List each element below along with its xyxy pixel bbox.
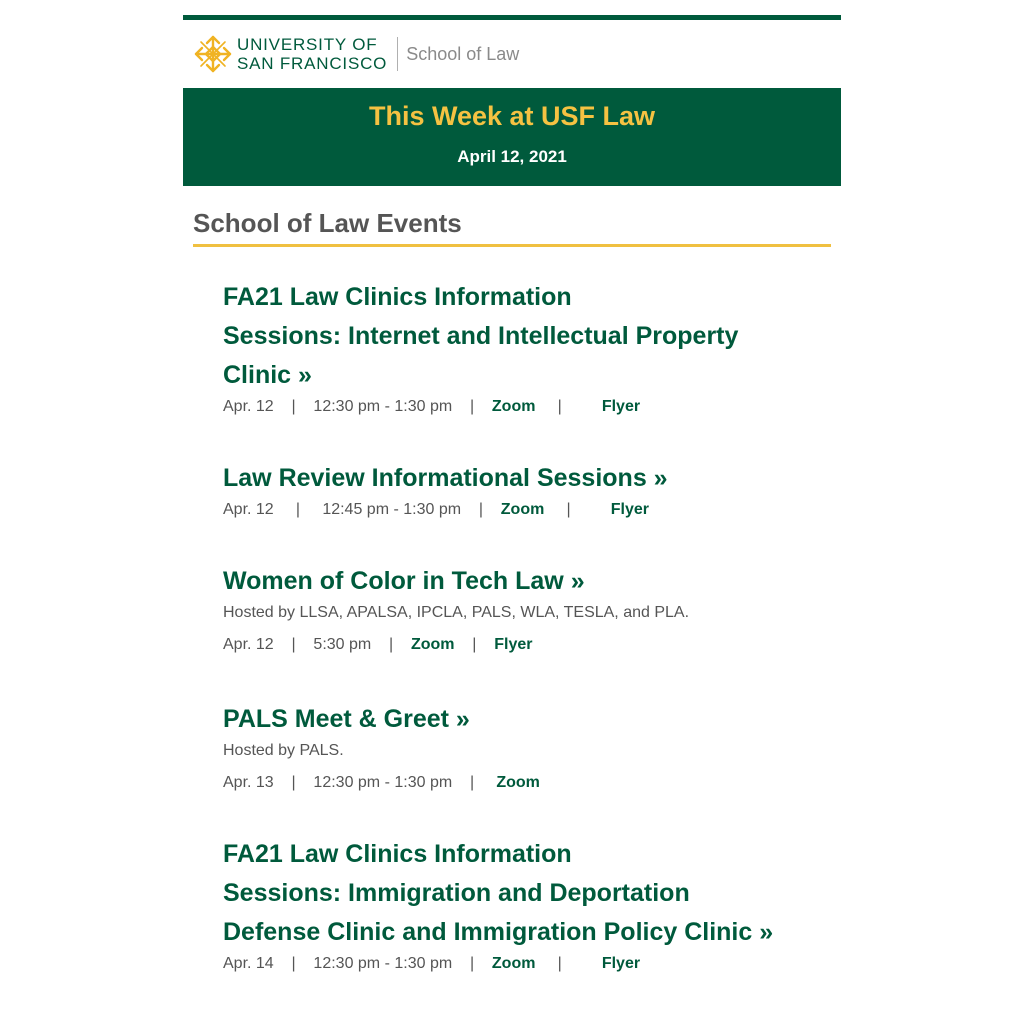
separator: |	[273, 636, 314, 653]
separator: |	[452, 955, 492, 972]
event-title-line: FA21 Law Clinics Information	[223, 283, 572, 311]
event-time: 5:30 pm	[313, 636, 372, 653]
separator: |	[273, 398, 314, 415]
event-meta	[223, 774, 801, 792]
event-date: Apr. 12	[223, 636, 274, 653]
flyer-link[interactable]: Flyer	[601, 398, 641, 415]
school-name: School of Law	[406, 43, 520, 64]
event-title-line: PALS Meet & Greet »	[223, 705, 470, 733]
event-item	[223, 459, 801, 519]
separator: |	[273, 501, 323, 518]
logo-row[interactable]	[183, 20, 841, 88]
zoom-link[interactable]: Zoom	[500, 501, 545, 518]
zoom-link[interactable]: Zoom	[410, 636, 455, 653]
zoom-link[interactable]: Zoom	[496, 774, 540, 791]
event-title-link[interactable]	[223, 278, 801, 395]
event-title-line: Women of Color in Tech Law »	[223, 567, 585, 595]
zoom-link[interactable]: Zoom	[491, 398, 536, 415]
event-item	[223, 835, 801, 973]
event-date: Apr. 12	[223, 501, 274, 518]
events-list	[183, 278, 841, 973]
event-title-link[interactable]	[223, 459, 801, 498]
separator: |	[452, 774, 497, 791]
separator: |	[461, 501, 501, 518]
event-item	[223, 278, 801, 416]
banner-title: This Week at USF Law	[368, 101, 656, 131]
separator: |	[544, 501, 611, 518]
event-title-line: Law Review Informational Sessions »	[223, 464, 668, 492]
event-date: Apr. 13	[223, 774, 274, 791]
usf-logo-icon	[193, 34, 233, 74]
event-hosted-by: Hosted by PALS.	[223, 742, 344, 759]
event-item	[223, 562, 801, 654]
event-title-line: FA21 Law Clinics Information	[223, 840, 572, 868]
separator: |	[371, 636, 411, 653]
event-title-line: Sessions: Internet and Intellectual Property	[223, 322, 739, 350]
event-date: Apr. 14	[223, 955, 274, 972]
event-title-link[interactable]	[223, 835, 801, 952]
event-title-line: Sessions: Immigration and Deportation	[223, 879, 690, 907]
event-meta	[223, 636, 801, 654]
event-title-line: Clinic »	[223, 361, 312, 389]
event-title-link[interactable]	[223, 700, 801, 739]
event-time: 12:30 pm - 1:30 pm	[313, 398, 453, 415]
event-date: Apr. 12	[223, 398, 274, 415]
separator: |	[273, 955, 314, 972]
event-title-link[interactable]	[223, 562, 801, 601]
event-time: 12:30 pm - 1:30 pm	[313, 955, 453, 972]
banner-date: April 12, 2021	[457, 147, 567, 166]
university-name	[237, 35, 387, 73]
event-time: 12:45 pm - 1:30 pm	[322, 501, 462, 518]
section-title: School of Law Events	[193, 208, 831, 247]
logo-divider	[397, 37, 398, 71]
email-container	[183, 15, 841, 973]
separator: |	[273, 774, 314, 791]
separator: |	[454, 636, 495, 653]
event-meta	[223, 955, 801, 973]
flyer-link[interactable]: Flyer	[610, 501, 649, 518]
flyer-link[interactable]: Flyer	[494, 636, 533, 653]
event-meta	[223, 501, 801, 519]
university-line1: UNIVERSITY OF	[237, 35, 378, 54]
separator: |	[452, 398, 492, 415]
event-time: 12:30 pm - 1:30 pm	[313, 774, 453, 791]
event-hosted-by: Hosted by LLSA, APALSA, IPCLA, PALS, WLA, TESLA, and PLA.	[223, 604, 690, 621]
banner	[183, 88, 841, 186]
separator: |	[535, 955, 602, 972]
flyer-link[interactable]: Flyer	[601, 955, 641, 972]
event-meta	[223, 398, 801, 416]
separator: |	[535, 398, 602, 415]
university-line2: SAN FRANCISCO	[237, 54, 388, 73]
zoom-link[interactable]: Zoom	[491, 955, 536, 972]
event-item	[223, 700, 801, 792]
event-title-line: Defense Clinic and Immigration Policy Clinic »	[223, 918, 774, 946]
